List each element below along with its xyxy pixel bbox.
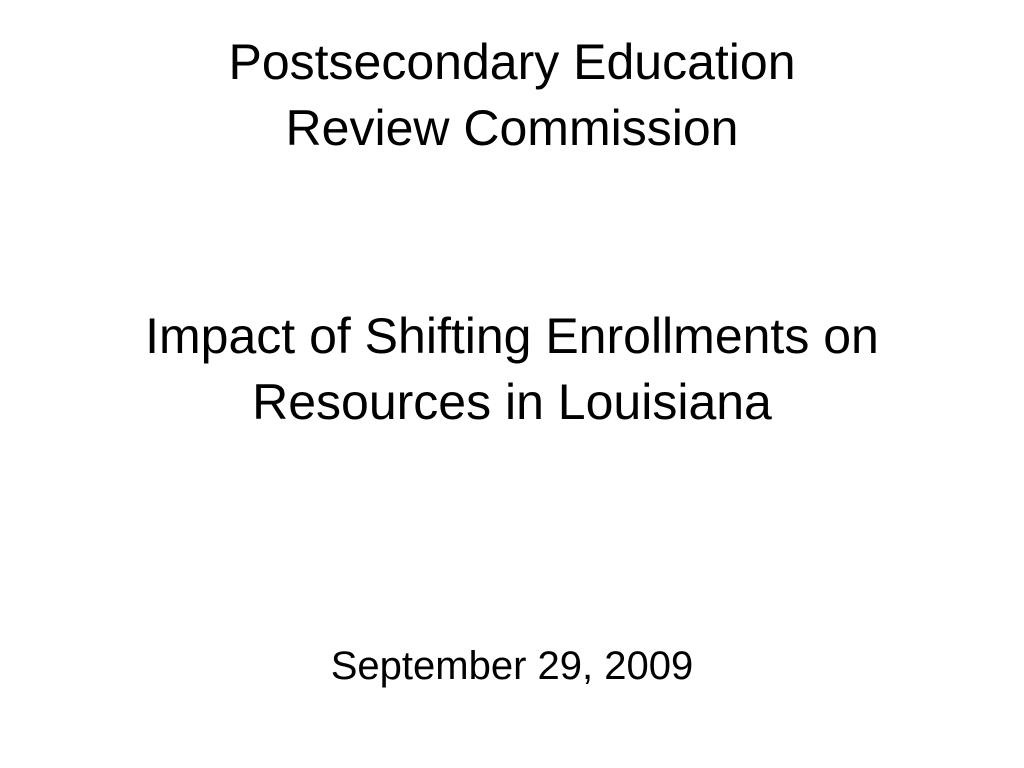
organization-title-line-2: Review Commission (285, 100, 739, 156)
slide-subtitle-line-1: Impact of Shifting Enrollments on (145, 308, 879, 364)
organization-title-line-1: Postsecondary Education (228, 34, 796, 90)
slide-subtitle-line-2: Resources in Louisiana (252, 374, 772, 430)
presentation-date: September 29, 2009 (330, 644, 694, 688)
